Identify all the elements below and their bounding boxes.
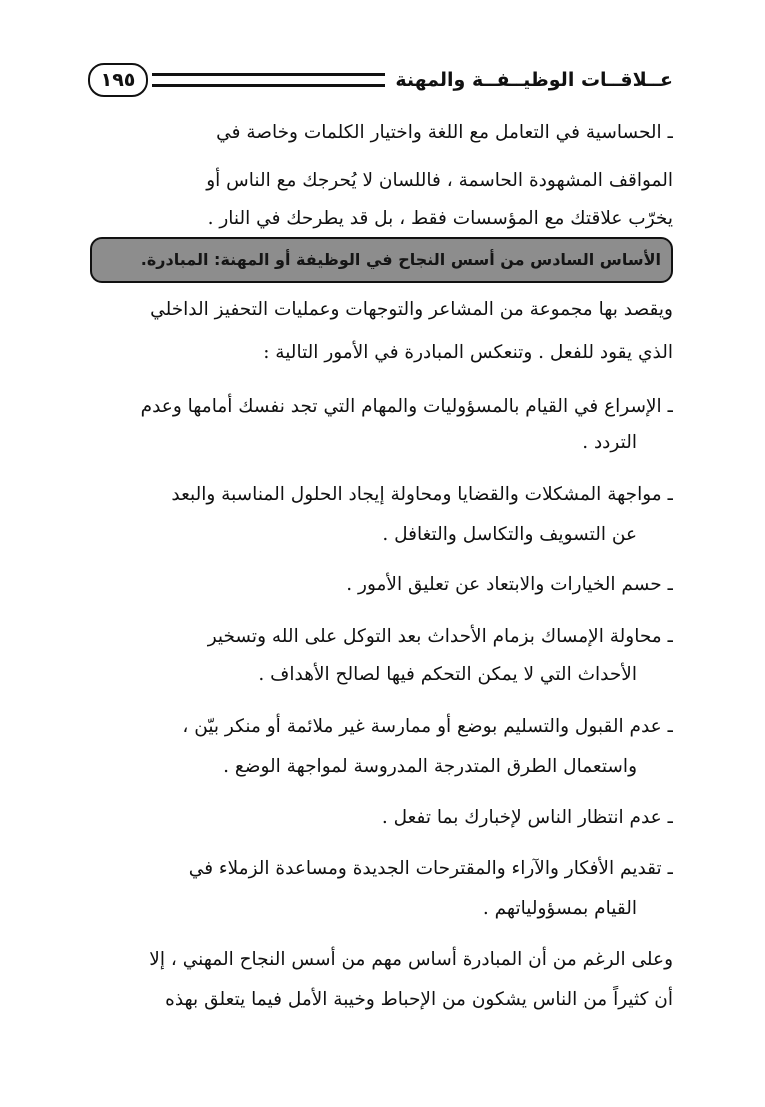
bullet-line: ـ عدم القبول والتسليم بوضع أو ممارسة غير ملائمة أو منكر بيّن ، bbox=[182, 716, 673, 737]
section-heading: الأساس السادس من أسس النجاح في الوظيفة أو المهنة: المبادرة. bbox=[90, 237, 673, 283]
definition-line: ويقصد بها مجموعة من المشاعر والتوجهات وعمليات التحفيز الداخلي bbox=[150, 299, 673, 320]
definition-line: الذي يقود للفعل . وتنعكس المبادرة في الأمور التالية : bbox=[263, 342, 673, 363]
chapter-title: عــلاقــات الوظيــفــة والمهنة bbox=[395, 69, 673, 91]
bullet-line: القيام بمسؤولياتهم . bbox=[482, 898, 637, 919]
bullet-line: ـ مواجهة المشكلات والقضايا ومحاولة إيجاد الحلول المناسبة والبعد bbox=[171, 484, 673, 505]
body-text bbox=[92, 0, 673, 1107]
bullet-line: التردد . bbox=[582, 432, 637, 453]
intro-line: يخرّب علاقتك مع المؤسسات فقط ، بل قد يطرحك في النار . bbox=[207, 208, 673, 229]
bullet-line: ـ الإسراع في القيام بالمسؤوليات والمهام التي تجد نفسك أمامها وعدم bbox=[140, 396, 673, 417]
intro-line: المواقف المشهودة الحاسمة ، فاللسان لا يُحرجك مع الناس أو bbox=[206, 170, 673, 191]
bullet-line: ـ عدم انتظار الناس لإخبارك بما تفعل . bbox=[381, 807, 673, 828]
bullet-line: واستعمال الطرق المتدرجة المدروسة لمواجهة الوضع . bbox=[223, 756, 637, 777]
bullet-line: ـ محاولة الإمساك بزمام الأحداث بعد التوكل على الله وتسخير bbox=[207, 626, 673, 647]
page-number: ١٩٥ bbox=[88, 63, 148, 97]
bullet-line: الأحداث التي لا يمكن التحكم فيها لصالح الأهداف . bbox=[258, 664, 637, 685]
bullet-line: ـ حسم الخيارات والابتعاد عن تعليق الأمور . bbox=[346, 574, 673, 595]
bullet-line: عن التسويف والتكاسل والتغافل . bbox=[382, 524, 637, 545]
closing-line: وعلى الرغم من أن المبادرة أساس مهم من أسس النجاح المهني ، إلا bbox=[149, 949, 673, 970]
intro-line: ـ الحساسية في التعامل مع اللغة واختيار الكلمات وخاصة في bbox=[216, 122, 673, 143]
bullet-line: ـ تقديم الأفكار والآراء والمقترحات الجديدة ومساعدة الزملاء في bbox=[188, 858, 673, 879]
closing-line: أن كثيراً من الناس يشكون من الإحباط وخيبة الأمل فيما يتعلق بهذه bbox=[165, 989, 673, 1010]
